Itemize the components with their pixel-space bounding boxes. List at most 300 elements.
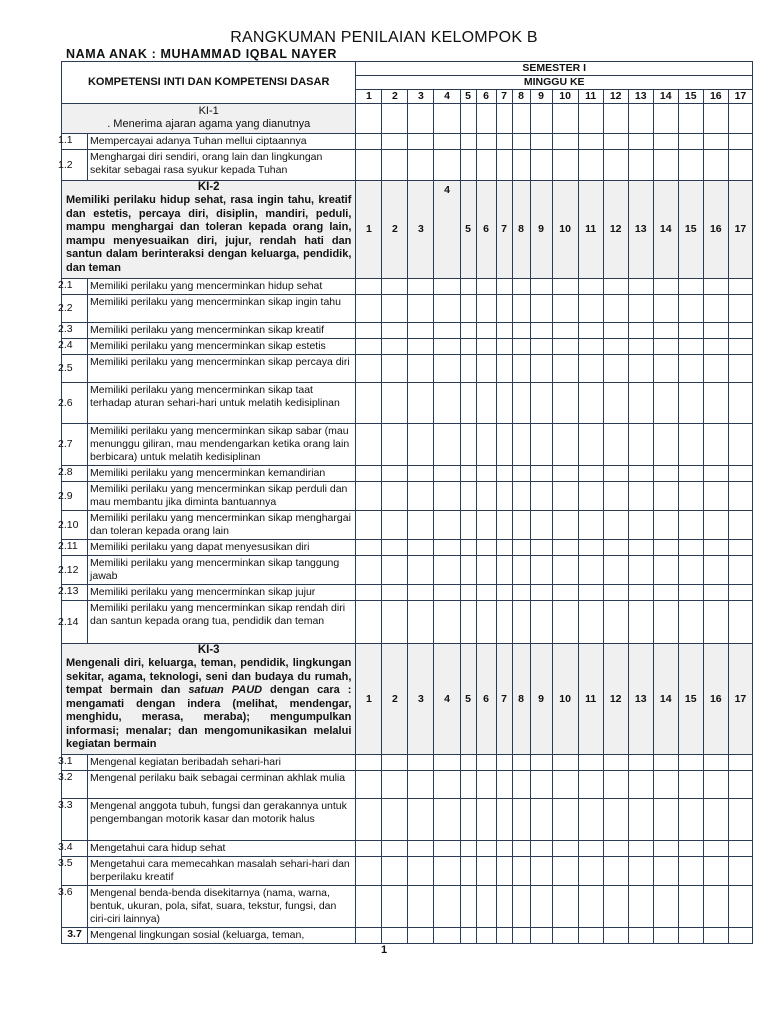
week-cell[interactable]	[496, 424, 512, 466]
week-cell[interactable]	[603, 556, 628, 585]
week-cell[interactable]	[408, 355, 434, 383]
week-cell[interactable]	[530, 383, 552, 424]
week-cell[interactable]	[356, 383, 382, 424]
week-cell[interactable]	[496, 104, 512, 134]
week-cell[interactable]	[703, 511, 728, 540]
week-cell[interactable]	[356, 601, 382, 644]
week-cell[interactable]	[356, 556, 382, 585]
week-cell[interactable]	[476, 511, 496, 540]
week-cell[interactable]	[530, 799, 552, 841]
week-cell[interactable]	[356, 104, 382, 134]
week-cell[interactable]	[678, 585, 703, 601]
week-cell[interactable]	[512, 323, 530, 339]
week-cell[interactable]	[356, 424, 382, 466]
week-cell[interactable]	[653, 540, 678, 556]
week-cell[interactable]	[530, 886, 552, 928]
week-cell[interactable]	[356, 799, 382, 841]
week-cell[interactable]	[408, 928, 434, 944]
week-cell[interactable]	[552, 771, 578, 799]
week-cell[interactable]	[578, 482, 603, 511]
week-cell[interactable]	[703, 295, 728, 323]
week-cell[interactable]	[496, 482, 512, 511]
week-cell[interactable]	[476, 279, 496, 295]
week-cell[interactable]	[552, 857, 578, 886]
week-cell[interactable]	[434, 771, 460, 799]
week-cell[interactable]	[408, 339, 434, 355]
week-cell[interactable]	[408, 556, 434, 585]
week-cell[interactable]	[356, 355, 382, 383]
week-cell[interactable]	[678, 295, 703, 323]
week-cell[interactable]	[578, 771, 603, 799]
week-cell[interactable]	[434, 886, 460, 928]
week-cell[interactable]	[678, 755, 703, 771]
week-cell[interactable]	[356, 511, 382, 540]
week-cell[interactable]	[512, 511, 530, 540]
week-cell[interactable]	[460, 601, 476, 644]
week-cell[interactable]	[552, 279, 578, 295]
week-cell[interactable]	[408, 585, 434, 601]
week-cell[interactable]	[382, 799, 408, 841]
week-cell[interactable]	[530, 104, 552, 134]
week-cell[interactable]	[476, 857, 496, 886]
week-cell[interactable]	[603, 150, 628, 181]
week-cell[interactable]	[578, 355, 603, 383]
week-cell[interactable]	[530, 466, 552, 482]
week-cell[interactable]	[703, 104, 728, 134]
week-cell[interactable]	[653, 104, 678, 134]
week-cell[interactable]	[408, 466, 434, 482]
week-cell[interactable]	[728, 150, 752, 181]
week-cell[interactable]	[408, 424, 434, 466]
week-cell[interactable]	[476, 771, 496, 799]
week-cell[interactable]	[434, 424, 460, 466]
week-cell[interactable]	[578, 383, 603, 424]
week-cell[interactable]	[603, 295, 628, 323]
week-cell[interactable]	[512, 339, 530, 355]
week-cell[interactable]	[728, 755, 752, 771]
week-cell[interactable]	[460, 755, 476, 771]
week-cell[interactable]	[408, 886, 434, 928]
week-cell[interactable]	[552, 104, 578, 134]
week-cell[interactable]	[603, 601, 628, 644]
week-cell[interactable]	[382, 134, 408, 150]
week-cell[interactable]	[496, 150, 512, 181]
week-cell[interactable]	[356, 928, 382, 944]
week-cell[interactable]	[578, 556, 603, 585]
week-cell[interactable]	[628, 540, 653, 556]
week-cell[interactable]	[476, 339, 496, 355]
week-cell[interactable]	[530, 511, 552, 540]
week-cell[interactable]	[476, 134, 496, 150]
week-cell[interactable]	[382, 928, 408, 944]
week-cell[interactable]	[512, 540, 530, 556]
week-cell[interactable]	[603, 771, 628, 799]
week-cell[interactable]	[578, 755, 603, 771]
week-cell[interactable]	[703, 355, 728, 383]
week-cell[interactable]	[703, 150, 728, 181]
week-cell[interactable]	[678, 601, 703, 644]
week-cell[interactable]	[678, 556, 703, 585]
week-cell[interactable]	[628, 482, 653, 511]
week-cell[interactable]	[678, 339, 703, 355]
week-cell[interactable]	[578, 540, 603, 556]
week-cell[interactable]	[728, 134, 752, 150]
week-cell[interactable]	[530, 771, 552, 799]
week-cell[interactable]	[476, 150, 496, 181]
week-cell[interactable]	[530, 482, 552, 511]
week-cell[interactable]	[408, 511, 434, 540]
week-cell[interactable]	[552, 755, 578, 771]
week-cell[interactable]	[578, 424, 603, 466]
week-cell[interactable]	[356, 857, 382, 886]
week-cell[interactable]	[728, 585, 752, 601]
week-cell[interactable]	[460, 339, 476, 355]
week-cell[interactable]	[356, 466, 382, 482]
week-cell[interactable]	[356, 339, 382, 355]
week-cell[interactable]	[728, 540, 752, 556]
week-cell[interactable]	[603, 585, 628, 601]
week-cell[interactable]	[678, 279, 703, 295]
week-cell[interactable]	[530, 355, 552, 383]
week-cell[interactable]	[578, 928, 603, 944]
week-cell[interactable]	[703, 601, 728, 644]
week-cell[interactable]	[434, 295, 460, 323]
week-cell[interactable]	[382, 601, 408, 644]
week-cell[interactable]	[408, 482, 434, 511]
week-cell[interactable]	[703, 585, 728, 601]
week-cell[interactable]	[434, 585, 460, 601]
week-cell[interactable]	[552, 585, 578, 601]
week-cell[interactable]	[728, 928, 752, 944]
week-cell[interactable]	[434, 383, 460, 424]
week-cell[interactable]	[578, 323, 603, 339]
week-cell[interactable]	[382, 466, 408, 482]
week-cell[interactable]	[460, 556, 476, 585]
week-cell[interactable]	[460, 424, 476, 466]
week-cell[interactable]	[603, 857, 628, 886]
week-cell[interactable]	[512, 886, 530, 928]
week-cell[interactable]	[728, 799, 752, 841]
week-cell[interactable]	[653, 585, 678, 601]
week-cell[interactable]	[382, 511, 408, 540]
week-cell[interactable]	[530, 540, 552, 556]
week-cell[interactable]	[476, 540, 496, 556]
week-cell[interactable]	[628, 323, 653, 339]
week-cell[interactable]	[476, 424, 496, 466]
week-cell[interactable]	[356, 134, 382, 150]
week-cell[interactable]	[356, 482, 382, 511]
week-cell[interactable]	[496, 279, 512, 295]
week-cell[interactable]	[408, 279, 434, 295]
week-cell[interactable]	[552, 928, 578, 944]
week-cell[interactable]	[530, 556, 552, 585]
week-cell[interactable]	[382, 383, 408, 424]
week-cell[interactable]	[476, 466, 496, 482]
week-cell[interactable]	[460, 482, 476, 511]
week-cell[interactable]	[628, 841, 653, 857]
week-cell[interactable]	[460, 511, 476, 540]
week-cell[interactable]	[496, 928, 512, 944]
week-cell[interactable]	[496, 799, 512, 841]
week-cell[interactable]	[434, 556, 460, 585]
week-cell[interactable]	[382, 424, 408, 466]
week-cell[interactable]	[496, 601, 512, 644]
week-cell[interactable]	[382, 585, 408, 601]
week-cell[interactable]	[382, 295, 408, 323]
week-cell[interactable]	[578, 841, 603, 857]
week-cell[interactable]	[496, 511, 512, 540]
week-cell[interactable]	[512, 928, 530, 944]
week-cell[interactable]	[460, 150, 476, 181]
week-cell[interactable]	[703, 482, 728, 511]
week-cell[interactable]	[653, 886, 678, 928]
week-cell[interactable]	[728, 383, 752, 424]
week-cell[interactable]	[552, 511, 578, 540]
week-cell[interactable]	[434, 928, 460, 944]
week-cell[interactable]	[603, 339, 628, 355]
week-cell[interactable]	[603, 104, 628, 134]
week-cell[interactable]	[578, 104, 603, 134]
week-cell[interactable]	[653, 466, 678, 482]
week-cell[interactable]	[476, 323, 496, 339]
week-cell[interactable]	[356, 886, 382, 928]
week-cell[interactable]	[496, 339, 512, 355]
week-cell[interactable]	[476, 841, 496, 857]
week-cell[interactable]	[603, 540, 628, 556]
week-cell[interactable]	[728, 355, 752, 383]
week-cell[interactable]	[653, 601, 678, 644]
week-cell[interactable]	[703, 928, 728, 944]
week-cell[interactable]	[434, 104, 460, 134]
week-cell[interactable]	[552, 482, 578, 511]
week-cell[interactable]	[460, 841, 476, 857]
week-cell[interactable]	[653, 295, 678, 323]
week-cell[interactable]	[512, 841, 530, 857]
week-cell[interactable]	[603, 424, 628, 466]
week-cell[interactable]	[728, 511, 752, 540]
week-cell[interactable]	[728, 339, 752, 355]
week-cell[interactable]	[496, 857, 512, 886]
week-cell[interactable]	[530, 857, 552, 886]
week-cell[interactable]	[728, 886, 752, 928]
week-cell[interactable]	[460, 279, 476, 295]
week-cell[interactable]	[578, 295, 603, 323]
week-cell[interactable]	[628, 886, 653, 928]
week-cell[interactable]	[434, 511, 460, 540]
week-cell[interactable]	[552, 886, 578, 928]
week-cell[interactable]	[703, 134, 728, 150]
week-cell[interactable]	[603, 134, 628, 150]
week-cell[interactable]	[628, 928, 653, 944]
week-cell[interactable]	[530, 841, 552, 857]
week-cell[interactable]	[678, 424, 703, 466]
week-cell[interactable]	[434, 540, 460, 556]
week-cell[interactable]	[460, 886, 476, 928]
week-cell[interactable]	[408, 841, 434, 857]
week-cell[interactable]	[653, 771, 678, 799]
week-cell[interactable]	[703, 841, 728, 857]
week-cell[interactable]	[728, 466, 752, 482]
week-cell[interactable]	[356, 585, 382, 601]
week-cell[interactable]	[434, 601, 460, 644]
week-cell[interactable]	[512, 424, 530, 466]
week-cell[interactable]	[434, 755, 460, 771]
week-cell[interactable]	[603, 841, 628, 857]
week-cell[interactable]	[728, 323, 752, 339]
week-cell[interactable]	[434, 841, 460, 857]
week-cell[interactable]	[653, 279, 678, 295]
week-cell[interactable]	[408, 755, 434, 771]
week-cell[interactable]	[476, 601, 496, 644]
week-cell[interactable]	[578, 799, 603, 841]
week-cell[interactable]	[382, 339, 408, 355]
week-cell[interactable]	[434, 150, 460, 181]
week-cell[interactable]	[382, 857, 408, 886]
week-cell[interactable]	[530, 279, 552, 295]
week-cell[interactable]	[578, 886, 603, 928]
week-cell[interactable]	[653, 857, 678, 886]
week-cell[interactable]	[628, 857, 653, 886]
week-cell[interactable]	[552, 841, 578, 857]
week-cell[interactable]	[653, 841, 678, 857]
week-cell[interactable]	[703, 383, 728, 424]
week-cell[interactable]	[496, 886, 512, 928]
week-cell[interactable]	[653, 355, 678, 383]
week-cell[interactable]	[578, 150, 603, 181]
week-cell[interactable]	[476, 482, 496, 511]
week-cell[interactable]	[512, 755, 530, 771]
week-cell[interactable]	[552, 556, 578, 585]
week-cell[interactable]	[512, 295, 530, 323]
week-cell[interactable]	[628, 295, 653, 323]
week-cell[interactable]	[496, 585, 512, 601]
week-cell[interactable]	[653, 424, 678, 466]
week-cell[interactable]	[628, 150, 653, 181]
week-cell[interactable]	[628, 601, 653, 644]
week-cell[interactable]	[496, 841, 512, 857]
week-cell[interactable]	[530, 755, 552, 771]
week-cell[interactable]	[628, 511, 653, 540]
week-cell[interactable]	[678, 482, 703, 511]
week-cell[interactable]	[678, 928, 703, 944]
week-cell[interactable]	[512, 601, 530, 644]
week-cell[interactable]	[552, 295, 578, 323]
week-cell[interactable]	[728, 556, 752, 585]
week-cell[interactable]	[628, 339, 653, 355]
week-cell[interactable]	[408, 601, 434, 644]
week-cell[interactable]	[434, 482, 460, 511]
week-cell[interactable]	[476, 295, 496, 323]
week-cell[interactable]	[434, 466, 460, 482]
week-cell[interactable]	[653, 928, 678, 944]
week-cell[interactable]	[530, 424, 552, 466]
week-cell[interactable]	[382, 771, 408, 799]
week-cell[interactable]	[382, 841, 408, 857]
week-cell[interactable]	[628, 799, 653, 841]
week-cell[interactable]	[603, 511, 628, 540]
week-cell[interactable]	[678, 799, 703, 841]
week-cell[interactable]	[678, 466, 703, 482]
week-cell[interactable]	[496, 383, 512, 424]
week-cell[interactable]	[703, 279, 728, 295]
week-cell[interactable]	[653, 799, 678, 841]
week-cell[interactable]	[356, 540, 382, 556]
week-cell[interactable]	[728, 482, 752, 511]
week-cell[interactable]	[434, 857, 460, 886]
week-cell[interactable]	[603, 355, 628, 383]
week-cell[interactable]	[382, 104, 408, 134]
week-cell[interactable]	[703, 886, 728, 928]
week-cell[interactable]	[356, 150, 382, 181]
week-cell[interactable]	[460, 540, 476, 556]
week-cell[interactable]	[703, 771, 728, 799]
week-cell[interactable]	[512, 482, 530, 511]
week-cell[interactable]	[603, 886, 628, 928]
week-cell[interactable]	[552, 540, 578, 556]
week-cell[interactable]	[578, 466, 603, 482]
week-cell[interactable]	[703, 799, 728, 841]
week-cell[interactable]	[408, 799, 434, 841]
week-cell[interactable]	[678, 323, 703, 339]
week-cell[interactable]	[728, 841, 752, 857]
week-cell[interactable]	[512, 134, 530, 150]
week-cell[interactable]	[356, 755, 382, 771]
week-cell[interactable]	[460, 104, 476, 134]
week-cell[interactable]	[678, 857, 703, 886]
week-cell[interactable]	[434, 355, 460, 383]
week-cell[interactable]	[382, 482, 408, 511]
week-cell[interactable]	[476, 556, 496, 585]
week-cell[interactable]	[476, 928, 496, 944]
week-cell[interactable]	[512, 466, 530, 482]
week-cell[interactable]	[703, 424, 728, 466]
week-cell[interactable]	[460, 134, 476, 150]
week-cell[interactable]	[703, 857, 728, 886]
week-cell[interactable]	[628, 585, 653, 601]
week-cell[interactable]	[460, 323, 476, 339]
week-cell[interactable]	[496, 540, 512, 556]
week-cell[interactable]	[460, 928, 476, 944]
week-cell[interactable]	[678, 511, 703, 540]
week-cell[interactable]	[678, 771, 703, 799]
week-cell[interactable]	[476, 383, 496, 424]
week-cell[interactable]	[703, 466, 728, 482]
week-cell[interactable]	[628, 134, 653, 150]
week-cell[interactable]	[552, 323, 578, 339]
week-cell[interactable]	[476, 104, 496, 134]
week-cell[interactable]	[728, 295, 752, 323]
week-cell[interactable]	[552, 339, 578, 355]
week-cell[interactable]	[728, 771, 752, 799]
week-cell[interactable]	[703, 323, 728, 339]
week-cell[interactable]	[496, 134, 512, 150]
week-cell[interactable]	[434, 134, 460, 150]
week-cell[interactable]	[496, 295, 512, 323]
week-cell[interactable]	[460, 383, 476, 424]
week-cell[interactable]	[496, 755, 512, 771]
week-cell[interactable]	[408, 857, 434, 886]
week-cell[interactable]	[653, 339, 678, 355]
week-cell[interactable]	[653, 383, 678, 424]
week-cell[interactable]	[678, 540, 703, 556]
week-cell[interactable]	[382, 755, 408, 771]
week-cell[interactable]	[678, 886, 703, 928]
week-cell[interactable]	[530, 150, 552, 181]
week-cell[interactable]	[578, 601, 603, 644]
week-cell[interactable]	[603, 466, 628, 482]
week-cell[interactable]	[578, 585, 603, 601]
week-cell[interactable]	[552, 466, 578, 482]
